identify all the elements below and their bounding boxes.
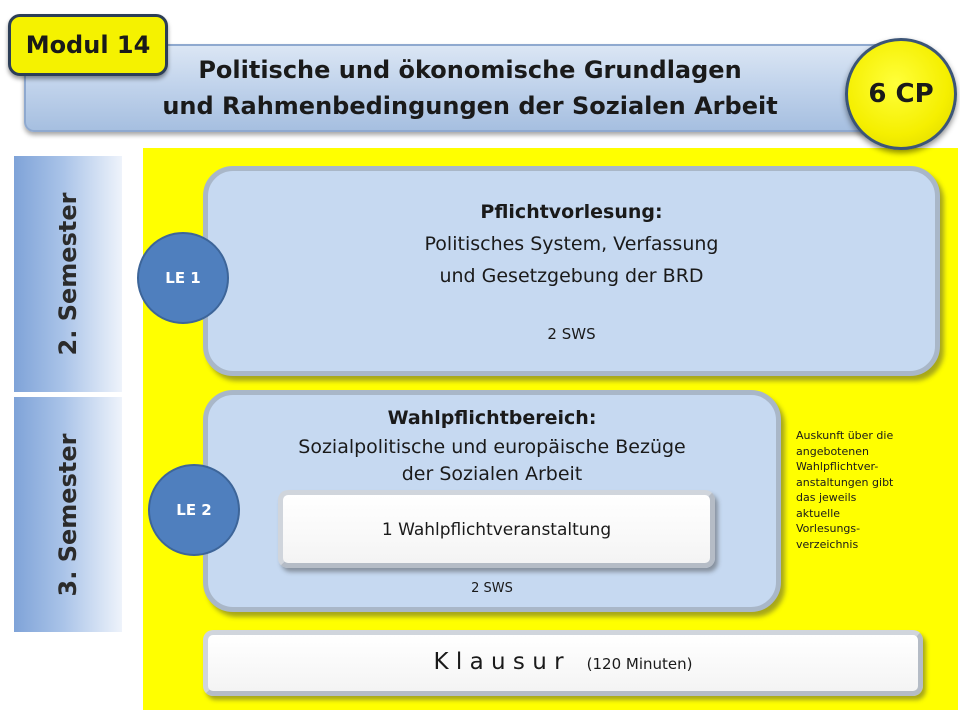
exam-box: [203, 630, 923, 696]
le2-line-1: Sozialpolitische und europäische Bezüge: [298, 436, 686, 458]
le1-line-2: und Gesetzgebung der BRD: [439, 265, 704, 287]
le2-sws: 2 SWS: [471, 581, 513, 596]
modul-badge: Modul 14: [8, 14, 168, 76]
note-line: Wahlpflichtver-: [796, 460, 879, 473]
note-line: Vorlesungs-: [796, 522, 861, 535]
module-title-line-1: Politische und ökonomische Grundlagen: [198, 56, 742, 84]
note-line: das jeweils: [796, 491, 857, 504]
note-line: aktuelle: [796, 506, 841, 520]
exam-duration: (120 Minuten): [586, 655, 693, 673]
le1-panel: [203, 166, 940, 376]
le2-line-2: der Sozialen Arbeit: [401, 463, 583, 485]
le1-badge: LE 1: [137, 232, 229, 324]
semester-2-label: 2. Semester: [54, 192, 82, 356]
elective-course-label: 1 Wahlpflichtveranstaltung: [381, 520, 612, 540]
note-line: anstaltungen gibt: [796, 475, 894, 489]
elective-info-note: [796, 428, 926, 552]
module-title-line-2: und Rahmenbedingungen der Sozialen Arbeit: [162, 92, 778, 120]
semester-3-label: 3. Semester: [54, 433, 82, 596]
le1-heading: Pflichtvorlesung:: [480, 201, 663, 223]
note-line: verzeichnis: [796, 537, 859, 551]
le2-badge: LE 2: [148, 464, 240, 556]
note-line: angebotenen: [796, 444, 869, 458]
note-line: Auskunft über die: [796, 429, 894, 442]
semester-3-bar: [14, 397, 122, 632]
le1-line-1: Politisches System, Verfassung: [424, 233, 719, 255]
credit-points-badge: 6 CP: [845, 38, 957, 150]
exam-label: K l a u s u r: [433, 649, 564, 675]
le1-sws: 2 SWS: [547, 325, 596, 343]
elective-course-box: [278, 490, 715, 568]
le2-heading: Wahlpflichtbereich:: [387, 407, 597, 429]
semester-2-bar: [14, 156, 122, 392]
